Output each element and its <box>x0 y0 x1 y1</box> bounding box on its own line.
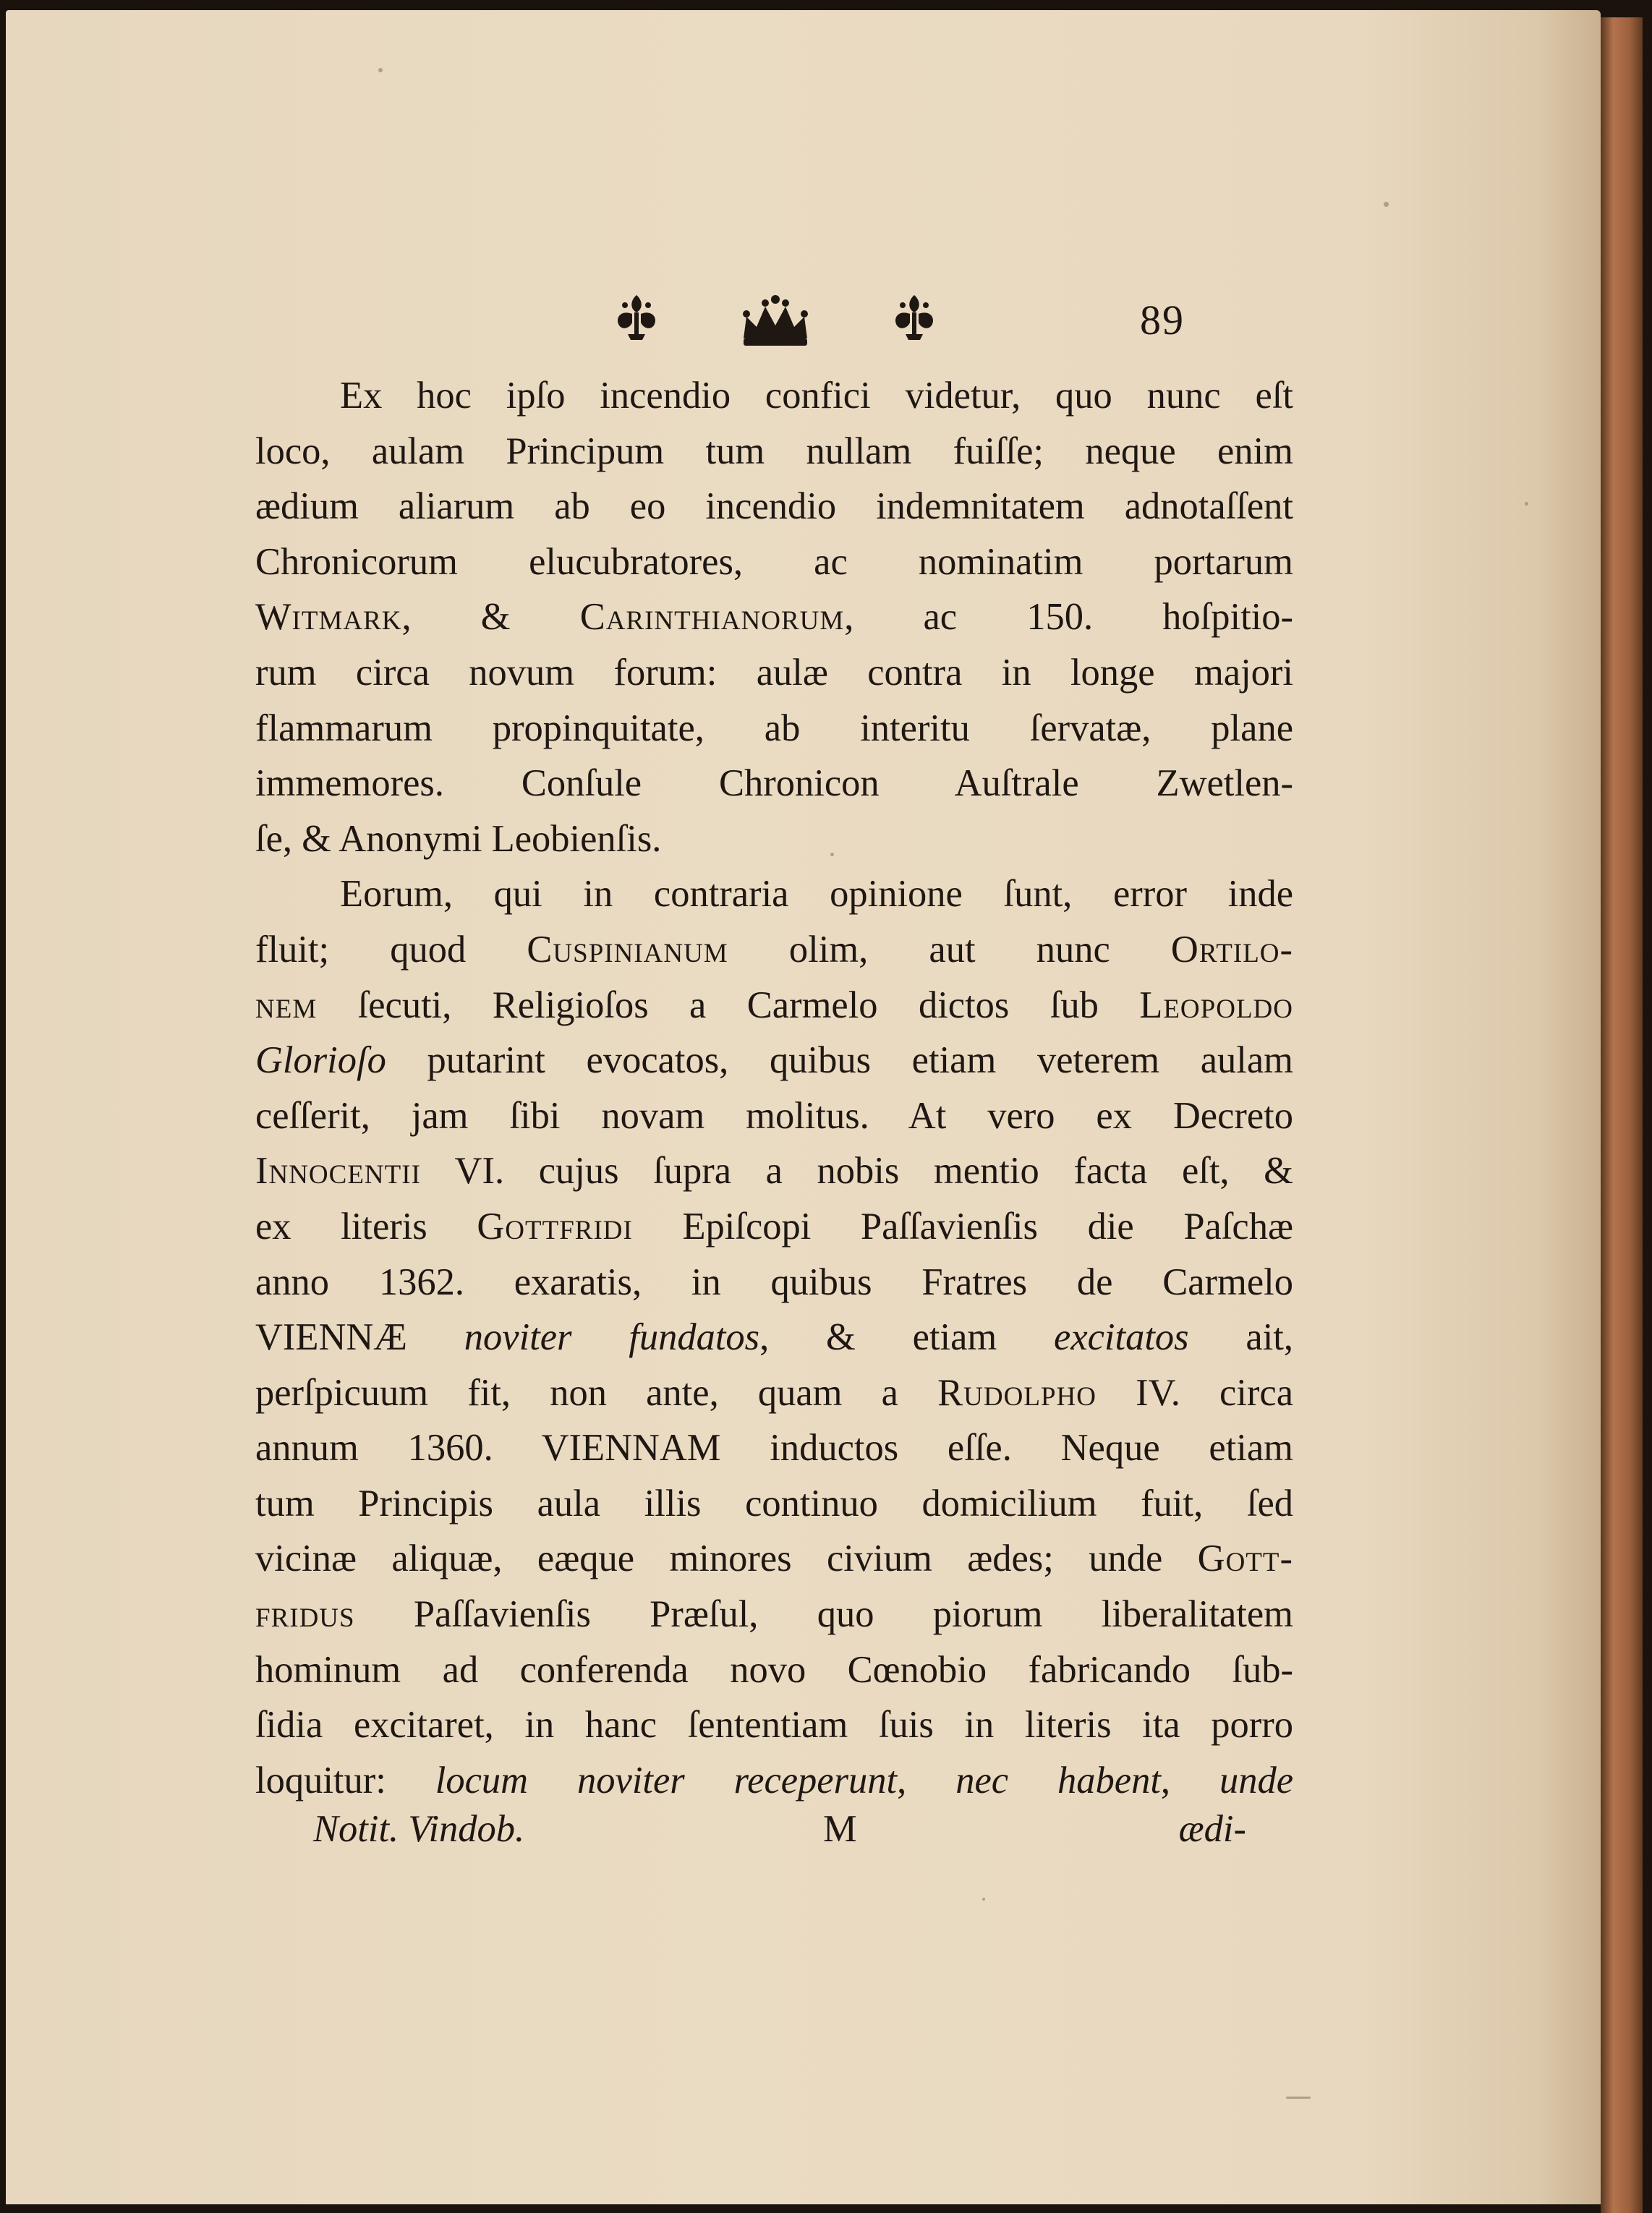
text-line <box>255 368 1293 424</box>
text-run: IV. circa <box>1096 1371 1293 1414</box>
text-line <box>255 1255 1293 1310</box>
text-line <box>255 645 1293 701</box>
text-run: VIENNÆ <box>255 1316 464 1359</box>
paper-speck <box>1286 2097 1311 2099</box>
text-run: putarint evocatos, quibus etiam veterem aulam <box>386 1039 1293 1082</box>
text-run: ceſſerit, jam ſibi novam molitus. At vero ex Decreto <box>255 1094 1293 1137</box>
text-line <box>255 1587 1293 1642</box>
text-run: loquitur: <box>255 1759 435 1801</box>
text-run: Rudolpho <box>937 1371 1097 1414</box>
text-run: ædium aliarum ab eo incendio indemnitatem adnotaſſent <box>255 485 1293 528</box>
text-run: , <box>1160 1759 1219 1801</box>
text-run: VI. cujus ſupra a nobis mentio facta eſt, & <box>420 1150 1293 1193</box>
text-run: Epiſcopi Paſſavienſis die Paſchæ <box>632 1205 1293 1248</box>
text-run: ſe, & Anonymi Leobienſis. <box>255 817 662 860</box>
body-text <box>255 368 1293 1808</box>
signature-mark: M <box>823 1808 857 1850</box>
text-line <box>255 1033 1293 1088</box>
text-line <box>255 424 1293 479</box>
text-run: Innocentii <box>255 1150 421 1193</box>
text-run: Leopoldo <box>1139 984 1293 1026</box>
text-run: , ac 150. hoſpitio- <box>844 596 1294 639</box>
text-run: Glorioſo <box>255 1039 386 1082</box>
text-line <box>255 1143 1293 1199</box>
text-line <box>255 866 1293 922</box>
text-run: Witmark <box>255 596 402 639</box>
text-run: ſidia excitaret, in hanc ſententiam ſuis in literis ita porro <box>255 1704 1293 1747</box>
text-run: annum 1360. VIENNAM inductos eſſe. Neque etiam <box>255 1427 1293 1470</box>
text-line <box>255 1697 1293 1753</box>
paper-speck <box>1525 502 1528 506</box>
page-footer <box>313 1807 1246 1865</box>
text-run: Gottfridi <box>477 1205 633 1248</box>
text-run: fridus <box>255 1593 355 1636</box>
text-run: locum noviter receperunt <box>435 1759 898 1801</box>
text-line <box>255 1310 1293 1365</box>
header-ornament <box>599 283 946 356</box>
text-run: ait, <box>1188 1316 1294 1359</box>
text-line <box>255 1365 1293 1421</box>
text-run: , <box>897 1759 956 1801</box>
catchword: ædi- <box>1178 1808 1246 1850</box>
paper-speck <box>982 1898 985 1901</box>
signature-note: Notit. Vindob. <box>313 1808 525 1850</box>
text-line <box>255 1531 1293 1587</box>
text-line <box>255 534 1293 590</box>
paper-speck <box>378 68 383 72</box>
text-run: olim, aut nunc <box>728 928 1171 971</box>
text-run: vicinæ aliquæ, eæque minores civium ædes; unde <box>255 1538 1198 1580</box>
text-line <box>255 1642 1293 1698</box>
next-page-edge <box>1601 17 1643 2213</box>
text-run: , & <box>401 596 580 639</box>
text-run: unde <box>1219 1759 1294 1801</box>
text-run: Ortilo- <box>1170 928 1294 971</box>
page-leaf <box>6 10 1601 2204</box>
text-run: hominum ad conferenda novo Cœnobio fabricando ſub- <box>255 1648 1293 1691</box>
text-run: nem <box>255 984 318 1026</box>
text-run: excitatos <box>1054 1316 1189 1359</box>
fleuron-icon <box>895 295 933 340</box>
text-run: loco, aulam Principum tum nullam fuiſſe; neque enim <box>255 430 1293 472</box>
text-run: Eorum, qui in contraria opinione ſunt, error inde <box>340 873 1293 916</box>
text-line <box>255 589 1293 645</box>
text-run: Ex hoc ipſo incendio confici videtur, quo nunc eſt <box>340 375 1293 417</box>
text-line <box>255 1753 1293 1809</box>
text-run: , & etiam <box>759 1316 1055 1359</box>
text-run: anno 1362. exaratis, in quibus Fratres de Carmelo <box>255 1261 1293 1303</box>
text-run: Paſſavienſis Præſul, quo piorum liberalitatem <box>354 1593 1293 1636</box>
text-line <box>255 756 1293 811</box>
text-line <box>255 978 1293 1033</box>
text-line <box>255 1420 1293 1476</box>
text-line <box>255 1199 1293 1255</box>
text-line <box>255 1476 1293 1532</box>
text-run: ſecuti, Religioſos a Carmelo dictos ſub <box>317 984 1140 1026</box>
text-run: Chronicorum elucubratores, ac nominatim portarum <box>255 540 1293 583</box>
text-run: tum Principis aula illis continuo domicilium fuit, ſed <box>255 1482 1293 1525</box>
text-line <box>255 479 1293 534</box>
text-run: Cuspinianum <box>527 928 728 971</box>
text-run: flammarum propinquitate, ab interitu ſervatæ, plane <box>255 707 1293 749</box>
text-line <box>255 811 1293 867</box>
text-run: immemores. Conſule Chronicon Auſtrale Zwetlen- <box>255 762 1293 805</box>
text-line <box>255 701 1293 756</box>
fleuron-icon <box>618 295 655 340</box>
text-run: nec habent <box>955 1759 1161 1801</box>
text-line <box>255 1088 1293 1144</box>
text-run: noviter fundatos <box>464 1316 760 1359</box>
paper-speck <box>1384 202 1389 207</box>
text-run: fluit; quod <box>255 928 527 971</box>
text-run: perſpicuum fit, non ante, quam a <box>255 1371 938 1414</box>
crown-icon <box>743 295 808 346</box>
text-run: ex literis <box>255 1205 477 1248</box>
text-run: Carinthianorum <box>579 596 845 639</box>
text-run: rum circa novum forum: aulæ contra in longe majori <box>255 651 1293 694</box>
text-run: Gott- <box>1197 1538 1293 1580</box>
page-number: 89 <box>1140 297 1185 344</box>
text-line <box>255 922 1293 978</box>
